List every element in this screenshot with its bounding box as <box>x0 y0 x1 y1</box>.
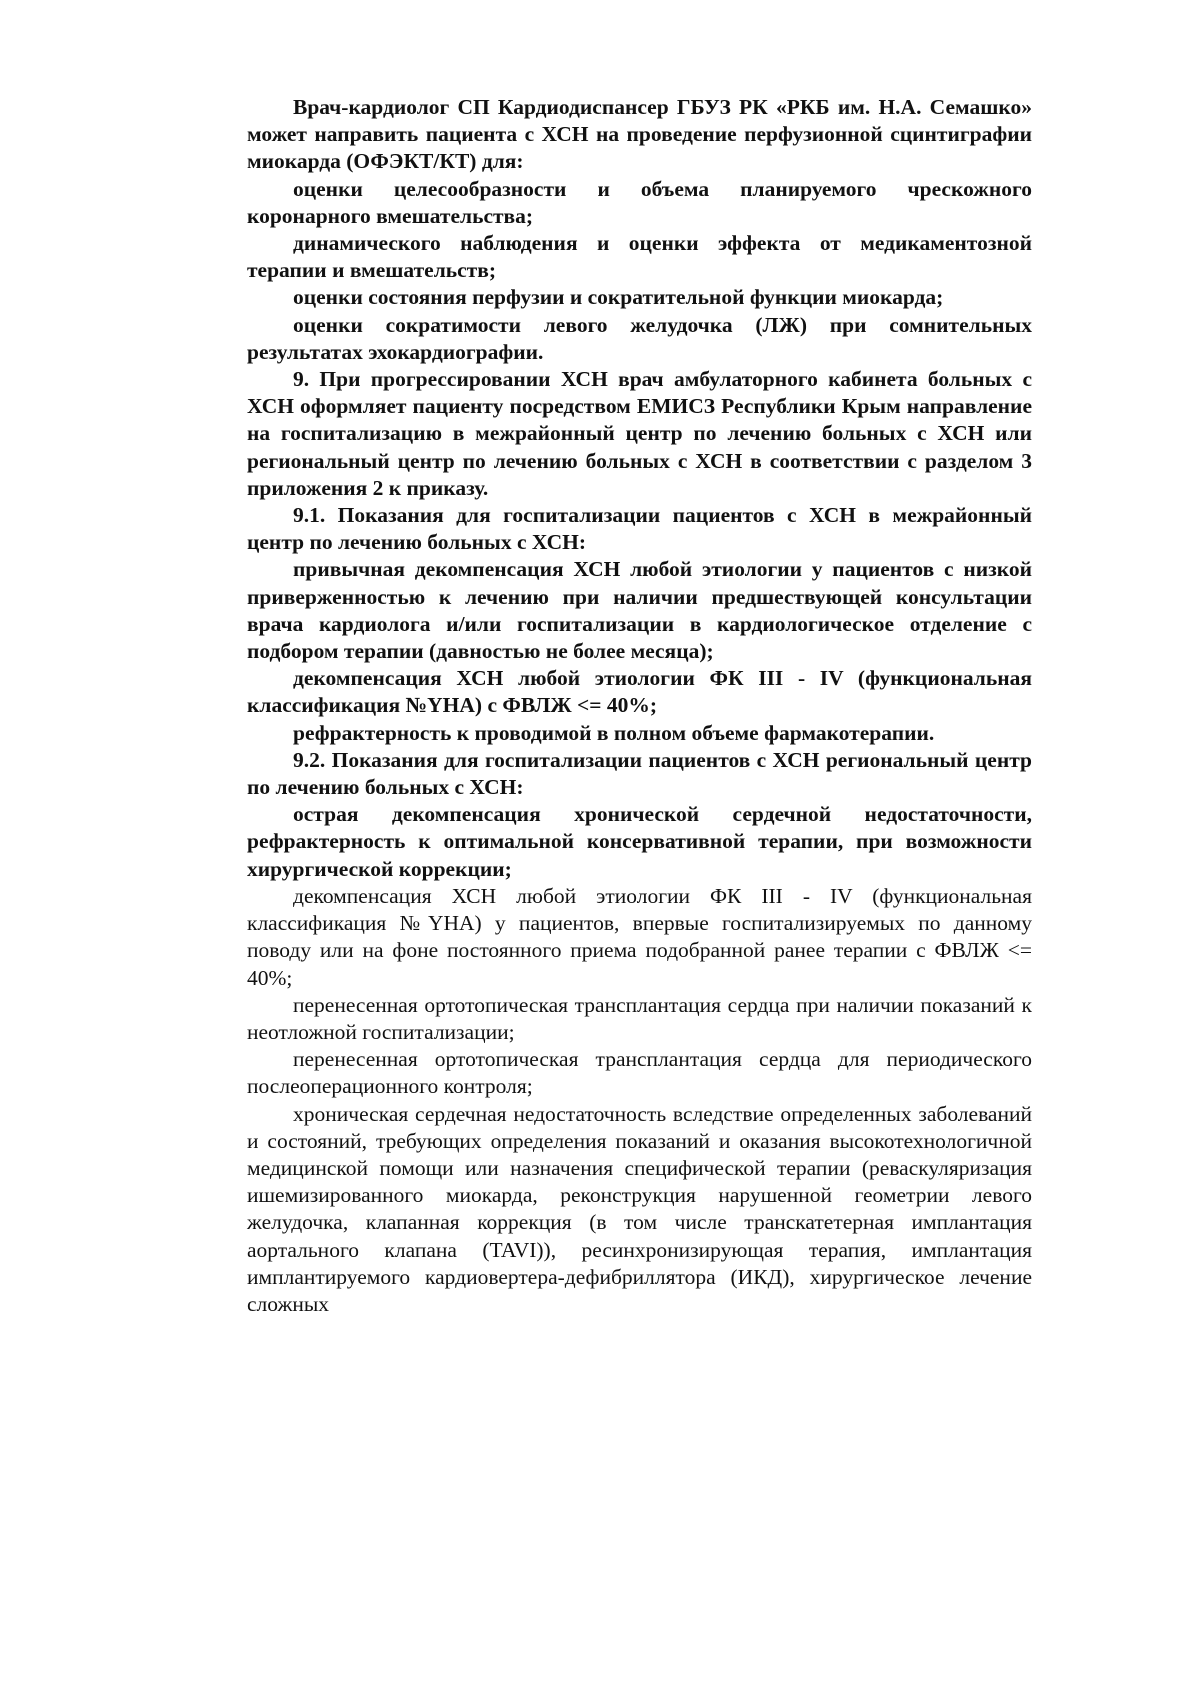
paragraph-list-item: декомпенсация ХСН любой этиологии ФК III - IV (функциональная классификация №YHA) с ФВЛЖ <= 40%; <box>247 666 1032 718</box>
paragraph-section-9: 9. При прогрессировании ХСН врач амбулаторного кабинета больных с ХСН оформляет пациенту посредством ЕМИСЗ Республики Крым направление на госпитализацию в межрайонный центр по лечению больных с ХСН или региональный центр по лечению больных с ХСН в соответствии с разделом 3 приложения 2 к приказу. <box>247 367 1032 500</box>
document-body <box>247 94 1032 1318</box>
paragraph-intro: Врач-кардиолог СП Кардиодиспансер ГБУЗ РК «РКБ им. Н.А. Семашко» может направить пациента с ХСН на проведение перфузионной сцинтиграфии миокарда (ОФЭКТ/КТ) для: <box>247 95 1032 174</box>
paragraph-list-item: оценки целесообразности и объема планируемого чрескожного коронарного вмешательства; <box>247 176 1032 228</box>
paragraph-list-item: острая декомпенсация хронической сердечной недостаточности, рефрактерность к оптимальной консервативной терапии, при возможности хирургической коррекции; <box>247 802 1032 881</box>
paragraph-list-item: перенесенная ортотопическая трансплантация сердца при наличии показаний к неотложной госпитализации; <box>247 992 1032 1044</box>
paragraph-list-item: привычная декомпенсация ХСН любой этиологии у пациентов с низкой приверженностью к лечению при наличии предшествующей консультации врача кардиолога и/или госпитализации в кардиологическое отделение с подбором терапии (давностью не более месяца); <box>247 557 1032 664</box>
paragraph-list-item: перенесенная ортотопическая трансплантация сердца для периодического послеоперационного контроля; <box>247 1047 1032 1099</box>
paragraph-list-item: динамического наблюдения и оценки эффекта от медикаментозной терапии и вмешательств; <box>247 231 1032 283</box>
paragraph-list-item: рефрактерность к проводимой в полном объеме фармакотерапии. <box>293 720 935 745</box>
paragraph-list-item: оценки состояния перфузии и сократительной функции миокарда; <box>293 285 944 310</box>
paragraph-list-item: хроническая сердечная недостаточность вследствие определенных заболеваний и состояний, требующих определения показаний и оказания высокотехнологичной медицинской помощи или назначения специфической терапии (реваскуляризация ишемизированного миокарда, реконструкция нарушенной геометрии левого желудочка, клапанная коррекция (в том числе транскатетерная имплантация аортального клапана (TAVI)), ресинхронизирующая терапия, имплантация имплантируемого кардиовертера-дефибриллятора (ИКД), хирургическое лечение сложных <box>247 1101 1032 1316</box>
paragraph-section-9-1: 9.1. Показания для госпитализации пациентов с ХСН в межрайонный центр по лечению больных с ХСН: <box>247 503 1032 555</box>
paragraph-section-9-2: 9.2. Показания для госпитализации пациентов с ХСН региональный центр по лечению больных с ХСН: <box>247 747 1032 800</box>
paragraph-list-item: оценки сократимости левого желудочка (ЛЖ) при сомнительных результатах эхокардиографии. <box>247 312 1032 364</box>
paragraph-list-item: декомпенсация ХСН любой этиологии ФК III - IV (функциональная классификация №YHA) у пациентов, впервые госпитализируемых по данному поводу или на фоне постоянного приема подобранной ранее терапии с ФВЛЖ <= 40%; <box>247 883 1032 990</box>
